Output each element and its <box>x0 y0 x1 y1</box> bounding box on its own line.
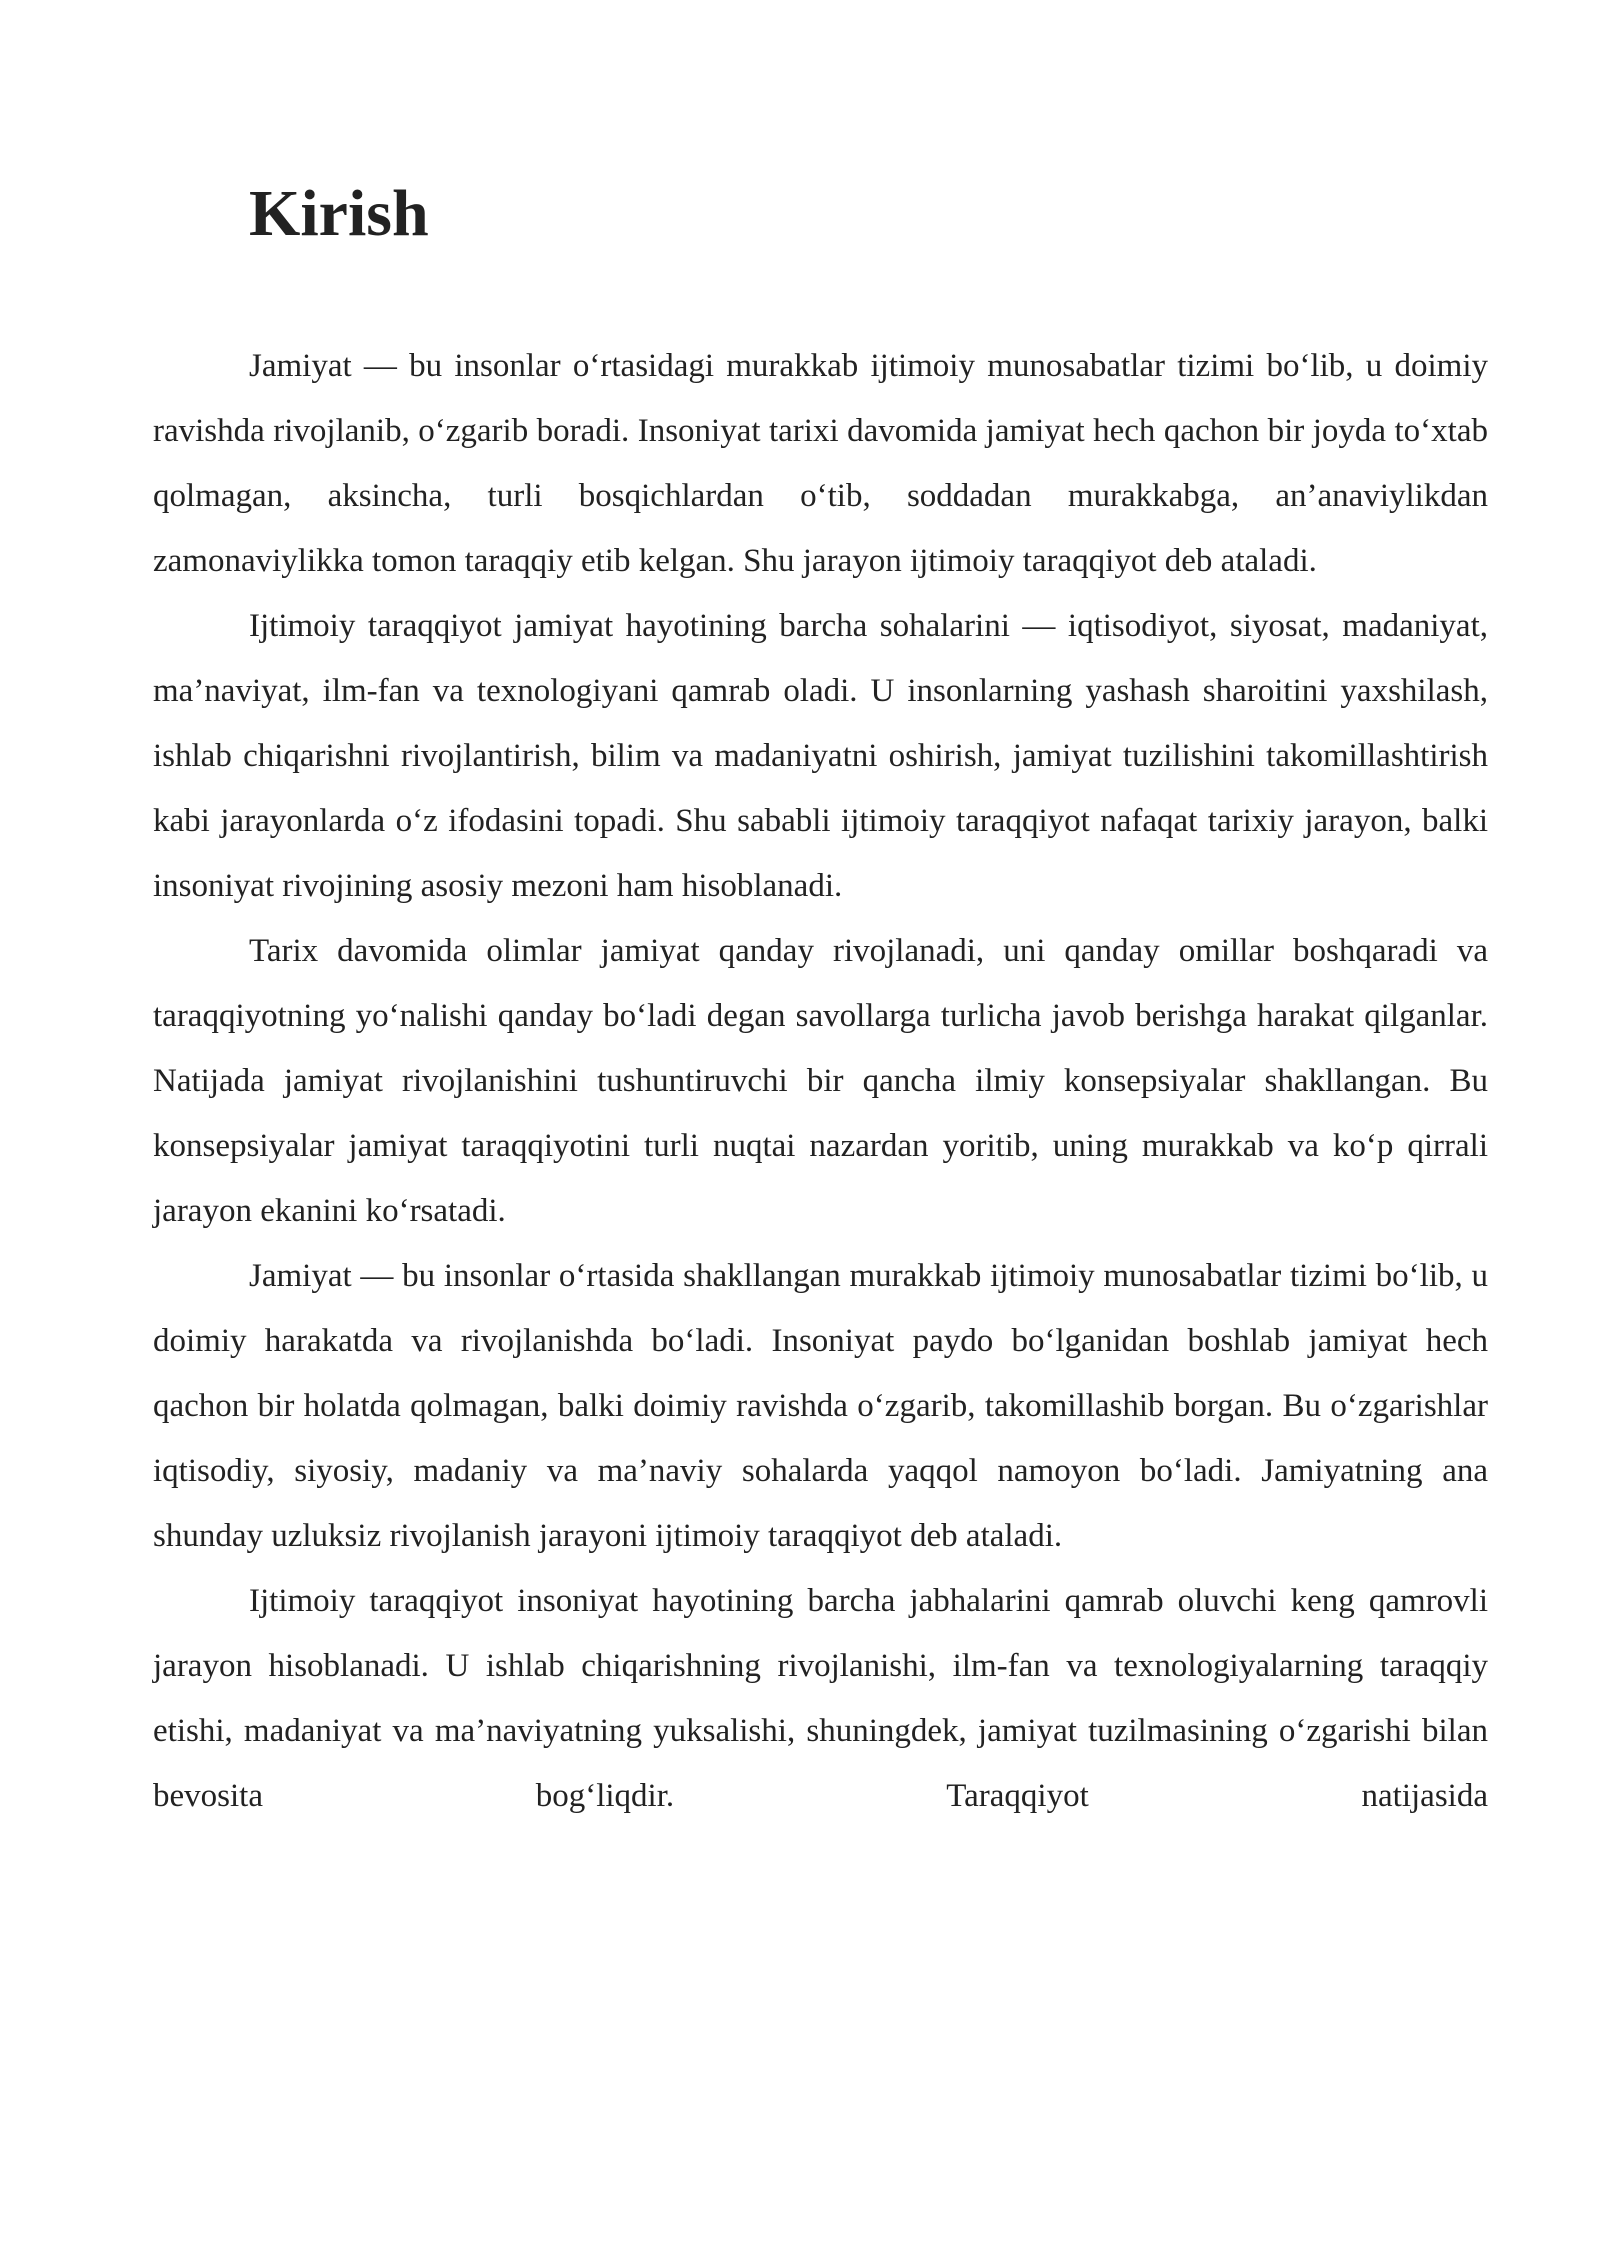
section-heading: Kirish <box>249 177 429 250</box>
paragraph: Tarix davomida olimlar jamiyat qanday rivojlanadi, uni qanday omillar boshqaradi va taraqqiyotning yoʻnalishi qanday boʻladi degan savollarga turlicha javob berishga harakat qilganlar. Natijada jamiyat rivojlanishini tushuntiruvchi bir qancha ilmiy konsepsiyalar shakllangan. Bu konsepsiyalar jamiyat taraqqiyotini turli nuqtai nazardan yoritib, uning murakkab va koʻp qirrali jarayon ekanini koʻrsatadi. <box>153 933 1488 1229</box>
paragraph: Ijtimoiy taraqqiyot jamiyat hayotining barcha sohalarini — iqtisodiyot, siyosat, madaniyat, ma’naviyat, ilm-fan va texnologiyani qamrab oladi. U insonlarning yashash sharoitini yaxshilash, ishlab chiqarishni rivojlantirish, bilim va madaniyatni oshirish, jamiyat tuzilishini takomillashtirish kabi jarayonlarda oʻz ifodasini topadi. Shu sababli ijtimoiy taraqqiyot nafaqat tarixiy jarayon, balki insoniyat rivojining asosiy mezoni ham hisoblanadi. <box>153 608 1488 904</box>
paragraph: Jamiyat — bu insonlar oʻrtasida shakllangan murakkab ijtimoiy munosabatlar tizimi boʻlib, u doimiy harakatda va rivojlanishda boʻladi. Insoniyat paydo boʻlganidan boshlab jamiyat hech qachon bir holatda qolmagan, balki doimiy ravishda oʻzgarib, takomillashib borgan. Bu oʻzgarishlar iqtisodiy, siyosiy, madaniy va ma’naviy sohalarda yaqqol namoyon boʻladi. Jamiyatning ana shunday uzluksiz rivojlanish jarayoni ijtimoiy taraqqiyot deb ataladi. <box>153 1258 1488 1554</box>
paragraph: Ijtimoiy taraqqiyot insoniyat hayotining barcha jabhalarini qamrab oluvchi keng qamrovli jarayon hisoblanadi. U ishlab chiqarishning rivojlanishi, ilm-fan va texnologiyalarning taraqqiy etishi, madaniyat va ma’naviyatning yuksalishi, shuningdek, jamiyat tuzilmasining oʻzgarishi bilan bevosita bogʻliqdir. Taraqqiyot natijasida <box>153 1583 1488 1814</box>
paragraph: Jamiyat — bu insonlar oʻrtasidagi murakkab ijtimoiy munosabatlar tizimi boʻlib, u doimiy ravishda rivojlanib, oʻzgarib boradi. Insoniyat tarixi davomida jamiyat hech qachon bir joyda toʻxtab qolmagan, aksincha, turli bosqichlardan oʻtib, soddadan murakkabga, an’anaviylikdan zamonaviylikka tomon taraqqiy etib kelgan. Shu jarayon ijtimoiy taraqqiyot deb ataladi. <box>153 348 1488 579</box>
paragraph-group <box>153 334 1488 1829</box>
document-body <box>153 177 1488 1829</box>
